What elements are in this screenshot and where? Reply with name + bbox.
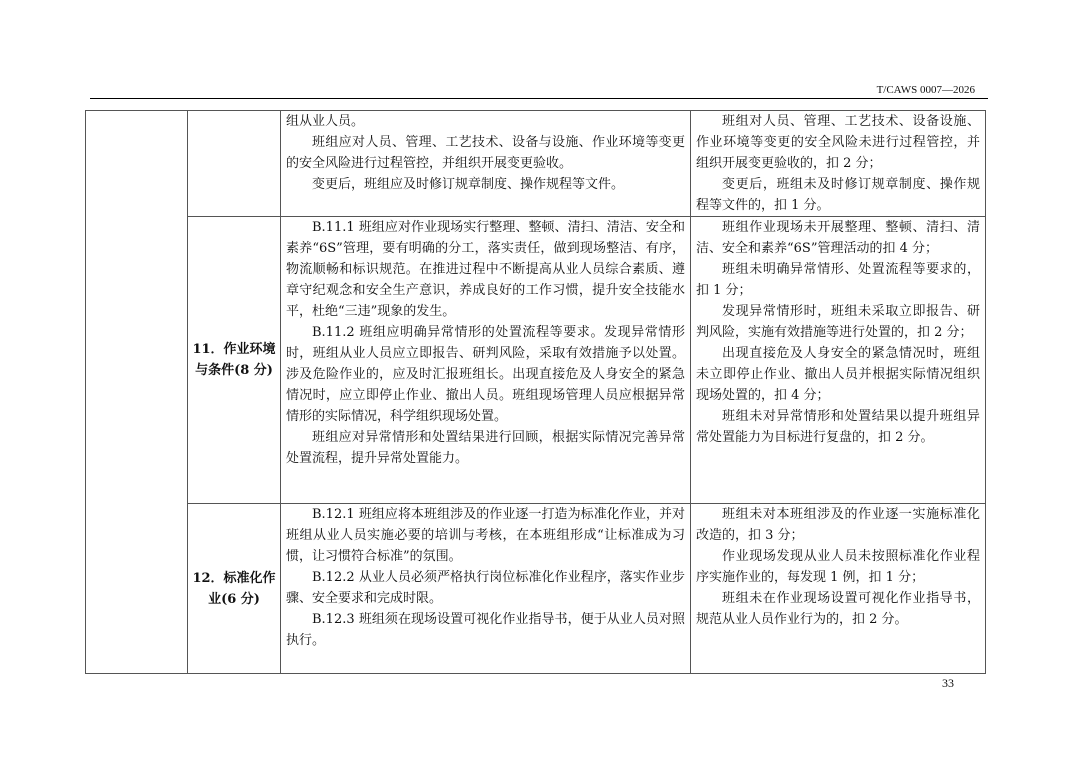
page-number: 33 <box>942 676 954 690</box>
scoring-paragraph: 作业现场发现从业人员未按照标准化作业程序实施作业的，每发现 1 例，扣 1 分； <box>696 549 980 585</box>
category-cell <box>188 111 281 217</box>
scoring-paragraph: 班组作业现场未开展整理、整顿、清扫、清洁、安全和素养“6S”管理活动的扣 4 分； <box>696 220 980 256</box>
scoring-cell <box>691 111 986 217</box>
table-row <box>86 504 986 674</box>
requirement-paragraph: 班组应对异常情形和处置结果进行回顾，根据实际情况完善异常处置流程，提升异常处置能力。 <box>286 430 685 466</box>
requirement-paragraph: B.11.1 班组应对作业现场实行整理、整顿、清扫、清洁、安全和素养“6S”管理，要有明确的分工，落实责任，做到现场整洁、有序，物流顺畅和标识规范。在推进过程中不断提高从业人员综合素质、遵章守纪观念和安全生产意识，养成良好的工作习惯，提升安全技能水平，杜绝“三违”现象的发生。 <box>286 220 685 319</box>
scoring-paragraph: 班组对人员、管理、工艺技术、设备设施、作业环境等变更的安全风险未进行过程管控，并组织开展变更验收的，扣 2 分； <box>696 114 980 171</box>
scoring-paragraph: 班组未在作业现场设置可视化作业指导书，规范从业人员作业行为的，扣 2 分。 <box>696 591 980 627</box>
table-row <box>86 217 986 504</box>
scoring-paragraph: 变更后，班组未及时修订规章制度、操作规程等文件的，扣 1 分。 <box>696 177 980 213</box>
requirement-paragraph: 组从业人员。 <box>286 114 365 129</box>
requirements-cell <box>281 504 691 674</box>
category-cell <box>188 217 281 504</box>
category-label: 12．标准化作业(6 分) <box>192 570 276 607</box>
assessment-table-body <box>86 111 986 674</box>
requirement-paragraph: 班组应对人员、管理、工艺技术、设备与设施、作业环境等变更的安全风险进行过程管控，并组织开展变更验收。 <box>286 135 685 171</box>
outer-category-cell <box>86 111 188 674</box>
assessment-table <box>85 110 986 674</box>
category-cell <box>188 504 281 674</box>
scoring-cell <box>691 217 986 504</box>
scoring-cell <box>691 504 986 674</box>
category-label: 11．作业环境与条件(8 分) <box>192 342 276 378</box>
requirements-cell <box>281 217 691 504</box>
scoring-paragraph: 班组未明确异常情形、处置流程等要求的，扣 1 分； <box>696 262 980 298</box>
requirement-paragraph: 变更后，班组应及时修订规章制度、操作规程等文件。 <box>312 177 625 192</box>
requirements-cell <box>281 111 691 217</box>
requirement-paragraph: B.12.3 班组须在现场设置可视化作业指导书，便于从业人员对照执行。 <box>286 612 685 648</box>
header-rule <box>90 98 988 99</box>
table-row <box>86 111 986 217</box>
requirement-paragraph: B.12.1 班组应将本班组涉及的作业逐一打造为标准化作业，并对班组从业人员实施必要的培训与考核，在本班组形成“让标准成为习惯，让习惯符合标准”的氛围。 <box>286 507 685 564</box>
requirement-paragraph: B.11.2 班组应明确异常情形的处置流程等要求。发现异常情形时，班组从业人员应立即报告、研判风险，采取有效措施予以处置。涉及危险作业的，应及时汇报班组长。出现直接危及人身安全的紧急情况时，应立即停止作业、撤出人员。班组现场管理人员应根据异常情形的实际情况，科学组织现场处置。 <box>286 325 685 424</box>
standard-code: T/CAWS 0007—2026 <box>876 84 975 96</box>
scoring-paragraph: 发现异常情形时，班组未采取立即报告、研判风险，实施有效措施等进行处置的，扣 2 分； <box>696 304 980 340</box>
scoring-paragraph: 出现直接危及人身安全的紧急情况时，班组未立即停止作业、撤出人员并根据实际情况组织现场处置的，扣 4 分； <box>696 346 980 403</box>
scoring-paragraph: 班组未对本班组涉及的作业逐一实施标准化改造的，扣 3 分； <box>696 507 980 543</box>
requirement-paragraph: B.12.2 从业人员必须严格执行岗位标准化作业程序，落实作业步骤、安全要求和完成时限。 <box>286 570 685 606</box>
scoring-paragraph: 班组未对异常情形和处置结果以提升班组异常处置能力为目标进行复盘的，扣 2 分。 <box>696 409 980 445</box>
